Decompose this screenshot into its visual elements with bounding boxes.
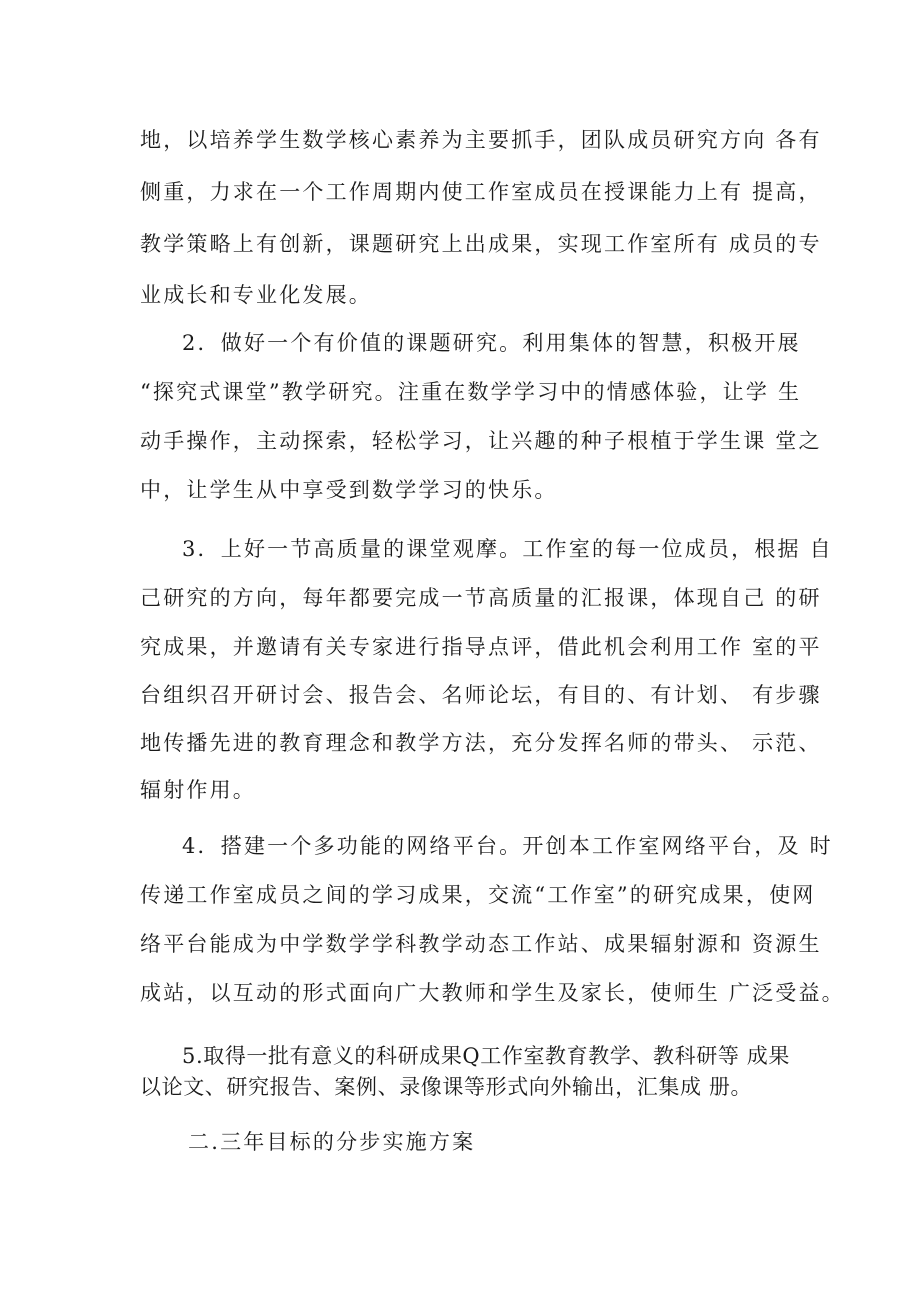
paragraph-5-line-1: 5.取得一批有意义的科研成果Q工作室教育教学、教科研等 成果: [182, 1044, 790, 1068]
paragraph-3-line-2: 己研究的方向，每年都要完成一节高质量的汇报课，体现自己 的研: [140, 586, 822, 610]
section-heading: 二.三年目标的分步实施方案: [188, 1130, 476, 1154]
paragraph-3-line-1: 3．上好一节高质量的课堂观摩。工作室的每一位成员，根据 自: [182, 537, 833, 561]
paragraph-1-line-1: 地，以培养学生数学核心素养为主要抓手，团队成员研究方向 各有: [140, 128, 822, 152]
paragraph-1-line-2: 侧重，力求在一个工作周期内使工作室成员在授课能力上有 提高，: [140, 180, 822, 204]
paragraph-2-line-4: 中，让学生从中享受到数学学习的快乐。: [140, 478, 558, 502]
paragraph-1-line-3: 教学策略上有创新，课题研究上出成果，实现工作室所有 成员的专: [140, 232, 822, 256]
paragraph-5-line-2: 以论文、研究报告、案例、录像课等形式向外输出，汇集成 册。: [140, 1075, 753, 1099]
paragraph-4-line-2: 传递工作室成员之间的学习成果，交流“工作室”的研究成果，使网: [140, 883, 816, 907]
paragraph-3-line-3: 究成果，并邀请有关专家进行指导点评，借此机会利用工作 室的平: [140, 635, 822, 659]
paragraph-2-line-1: 2．做好一个有价值的课题研究。利用集体的智慧，积极开展: [182, 331, 801, 355]
paragraph-4-line-1: 4．搭建一个多功能的网络平台。开创本工作室网络平台，及 时: [182, 834, 833, 858]
paragraph-3-line-4: 台组织召开研讨会、报告会、名师论坛，有目的、有计划、 有步骤: [140, 683, 822, 707]
paragraph-2-line-2: “探究式课堂”教学研究。注重在数学学习中的情感体验，让学 生: [140, 380, 802, 404]
paragraph-4-line-4: 成站，以互动的形式面向广大教师和学生及家长，使师生 广泛受益。: [140, 981, 845, 1005]
paragraph-3-line-6: 辐射作用。: [140, 778, 256, 802]
paragraph-4-line-3: 络平台能成为中学数学学科教学动态工作站、成果辐射源和 资源生: [140, 932, 822, 956]
paragraph-3-line-5: 地传播先进的教育理念和教学方法，充分发挥名师的带头、 示范、: [140, 731, 822, 755]
paragraph-2-line-3: 动手操作，主动探索，轻松学习，让兴趣的种子根植于学生课 堂之: [140, 429, 822, 453]
paragraph-1-line-4: 业成长和专业化发展。: [140, 283, 372, 307]
